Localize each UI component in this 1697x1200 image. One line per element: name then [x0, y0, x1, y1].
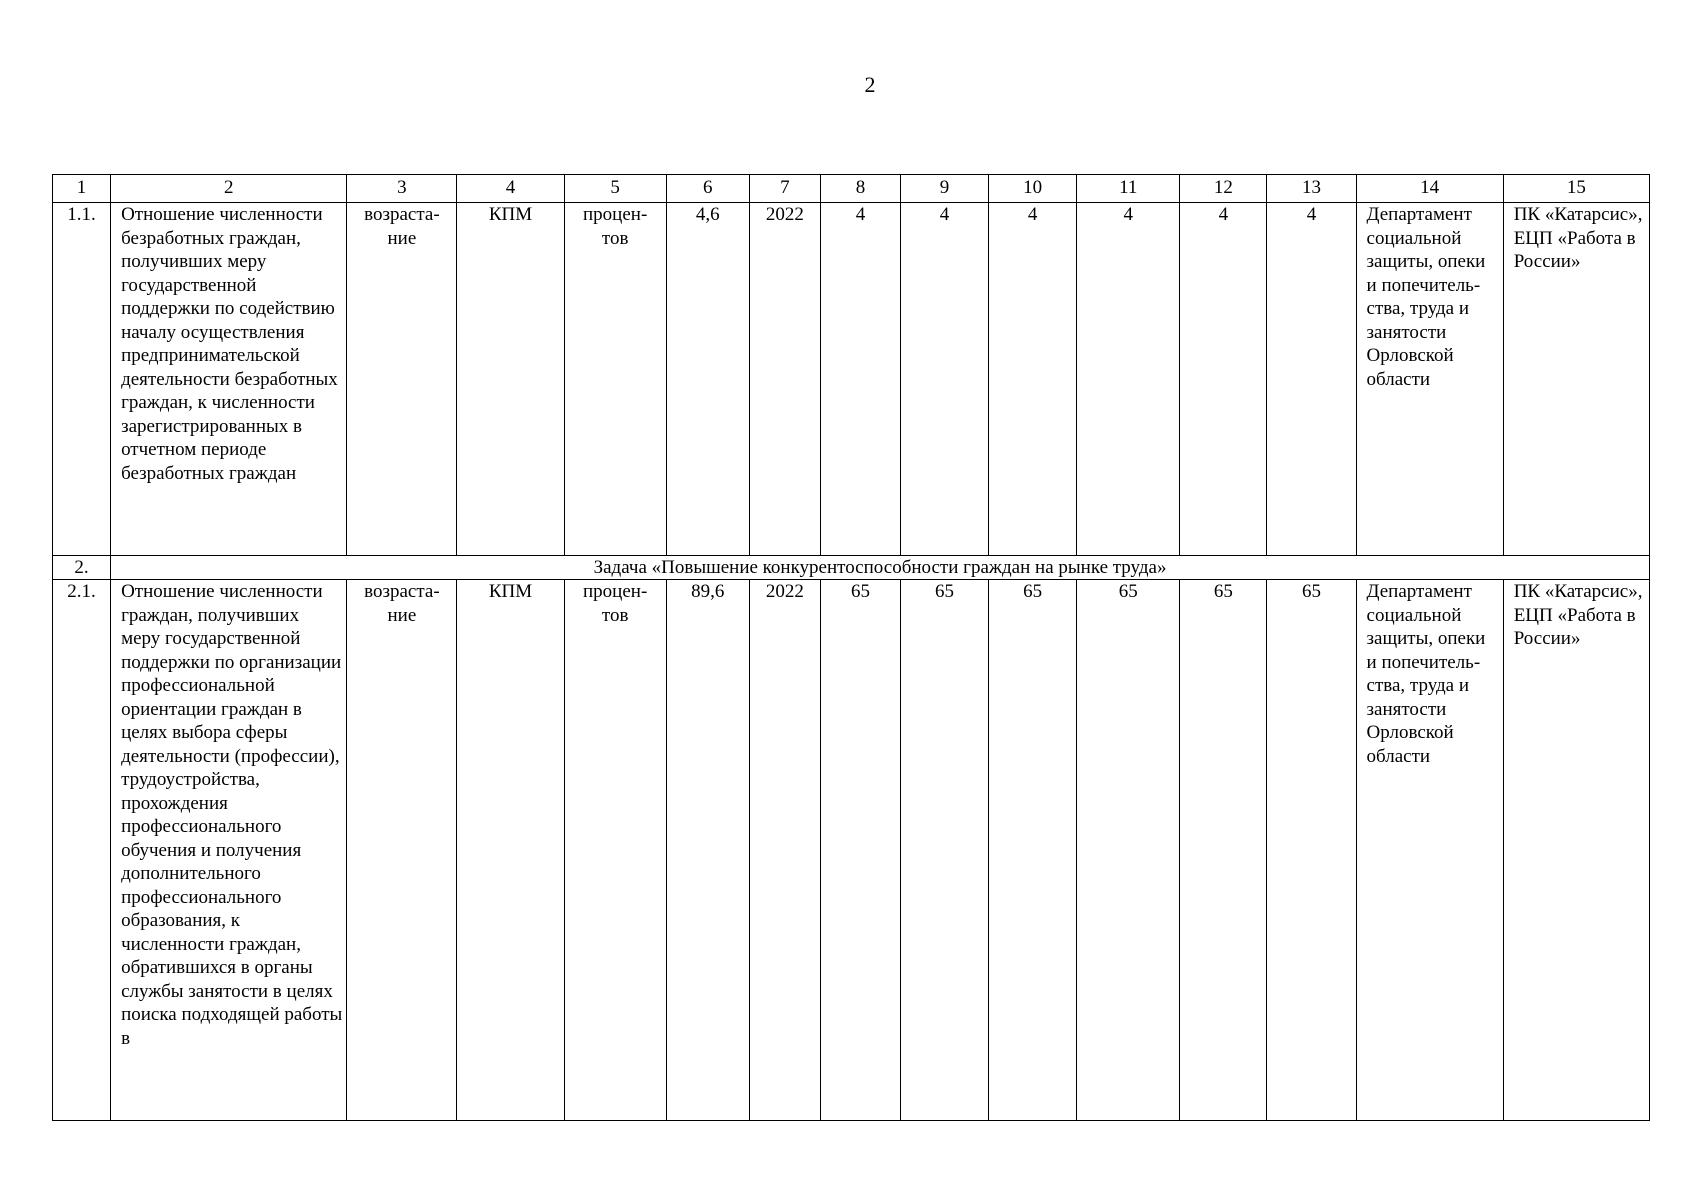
unit-cell [564, 580, 666, 1121]
unit-cell [564, 203, 666, 556]
page-number: 2 [864, 72, 876, 97]
base-year: 2022 [749, 203, 820, 556]
column-header: 5 [564, 175, 666, 203]
information-system: ПК «Катарсис», ЕЦП «Работа в России» [1503, 580, 1649, 1121]
unit-text: тов [601, 227, 629, 249]
responsible-body: Департамент социальной защиты, опеки и попечитель-ства, труда и занятости Орловской области [1356, 203, 1503, 556]
column-header: 10 [989, 175, 1077, 203]
table-row [53, 203, 1650, 556]
indicator-type: КПМ [457, 203, 564, 556]
section-number: 2. [53, 556, 111, 580]
information-system: ПК «Катарсис», ЕЦП «Работа в России» [1503, 203, 1649, 556]
value-cell: 65 [1180, 580, 1267, 1121]
column-header: 2 [111, 175, 347, 203]
direction-text: ние [387, 604, 417, 626]
column-header: 8 [820, 175, 900, 203]
value-cell: 65 [900, 580, 988, 1121]
value-cell: 4 [1180, 203, 1267, 556]
column-header: 3 [347, 175, 457, 203]
section-row [53, 556, 1650, 580]
direction-text: ние [387, 227, 417, 249]
direction-cell [347, 580, 457, 1121]
column-header: 7 [749, 175, 820, 203]
value-cell: 65 [820, 580, 900, 1121]
column-header: 13 [1267, 175, 1356, 203]
row-number: 1.1. [53, 203, 111, 556]
indicator-type: КПМ [457, 580, 564, 1121]
base-year: 2022 [749, 580, 820, 1121]
value-cell: 4 [1077, 203, 1180, 556]
direction-text: возраста- [364, 581, 440, 602]
indicator-name: Отношение численности безработных граждан, получивших меру государственной поддержки по содействию началу осуществления предпринимательской деятельности безработных граждан, к численности зарегистрированных в отчетном периоде безработных граждан [111, 203, 347, 556]
column-header: 9 [900, 175, 988, 203]
indicators-table [52, 174, 1650, 1121]
value-cell: 4 [989, 203, 1077, 556]
value-cell: 65 [1267, 580, 1356, 1121]
value-cell: 65 [989, 580, 1077, 1121]
value-cell: 65 [1077, 580, 1180, 1121]
column-header: 4 [457, 175, 564, 203]
value-cell: 4 [900, 203, 988, 556]
unit-text: тов [601, 604, 629, 626]
section-title: Задача «Повышение конкурентоспособности граждан на рынке труда» [111, 556, 1650, 580]
base-value: 89,6 [666, 580, 749, 1121]
row-number: 2.1. [53, 580, 111, 1121]
column-header: 6 [666, 175, 749, 203]
column-header: 12 [1180, 175, 1267, 203]
column-header: 1 [53, 175, 111, 203]
value-cell: 4 [1267, 203, 1356, 556]
column-header: 15 [1503, 175, 1649, 203]
unit-text: процен- [583, 581, 648, 602]
column-number-row [53, 175, 1650, 203]
base-value: 4,6 [666, 203, 749, 556]
unit-text: процен- [583, 204, 648, 225]
direction-text: возраста- [364, 204, 440, 225]
table-row [53, 580, 1650, 1121]
value-cell: 4 [820, 203, 900, 556]
direction-cell [347, 203, 457, 556]
indicator-name: Отношение численности граждан, получивших меру государственной поддержки по организации профессиональной ориентации граждан в целях выбора сферы деятельности (профессии), трудоустройства, прохождения профессионального обучения и получения дополнительного профессионального образования, к численности граждан, обратившихся в органы службы занятости в целях поиска подходящей работы в [111, 580, 347, 1121]
column-header: 14 [1356, 175, 1503, 203]
column-header: 11 [1077, 175, 1180, 203]
responsible-body: Департамент социальной защиты, опеки и попечитель-ства, труда и занятости Орловской области [1356, 580, 1503, 1121]
